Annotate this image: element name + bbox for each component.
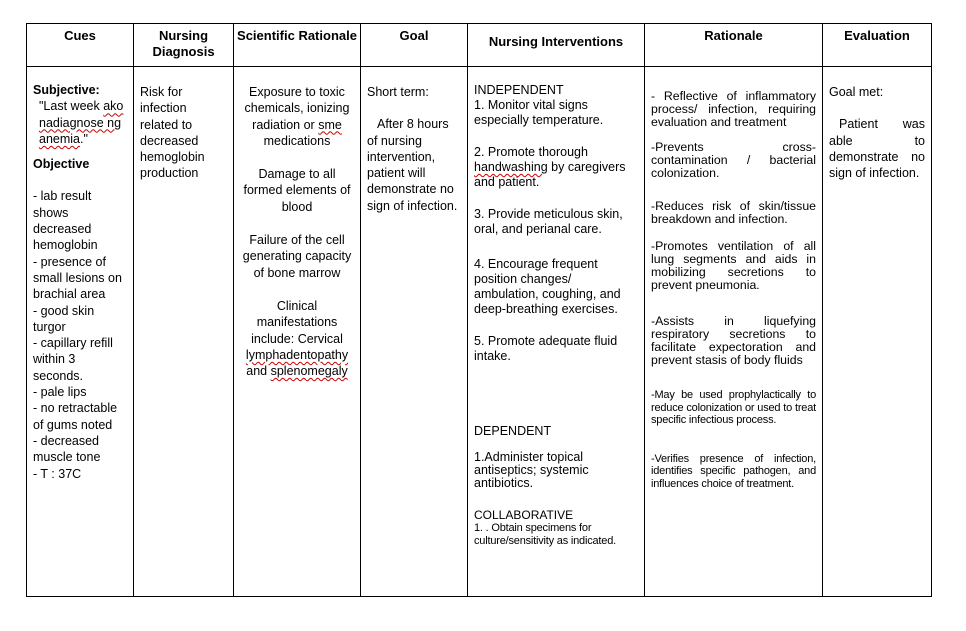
intervention-1: 1. Monitor vital signs especially temperature. bbox=[474, 98, 604, 127]
independent-label: INDEPENDENT bbox=[474, 83, 564, 97]
header-scientific-rationale: Scientific Rationale bbox=[234, 24, 361, 67]
list-item: - no retractable of gums noted bbox=[33, 401, 118, 432]
evaluation-text: Patient was able to demonstrate no sign of infection. bbox=[829, 117, 925, 181]
scientific-p4: Clinical manifestations include: Cervical lymphadentopathy and splenomegaly bbox=[245, 298, 349, 379]
intervention-2: 2. Promote thorough handwashing by caregivers and patient. bbox=[474, 145, 626, 189]
objective-label: Objective bbox=[33, 157, 90, 172]
list-item: - decreased muscle tone bbox=[33, 433, 101, 465]
content-row bbox=[27, 67, 932, 597]
care-plan-table bbox=[26, 23, 932, 597]
header-nursing-diagnosis: Nursing Diagnosis bbox=[134, 24, 234, 67]
rationale-cell bbox=[645, 67, 823, 597]
rationale-6: -May be used prophylactically to reduce colonization or used to treat specific infectious process. bbox=[651, 389, 816, 426]
diagnosis-text: Risk for infection related to decreased hemoglobin production bbox=[140, 85, 205, 181]
list-item: - T : 37C bbox=[33, 466, 82, 481]
goal-cell bbox=[361, 67, 468, 597]
header-row bbox=[27, 24, 932, 67]
scientific-p3: Failure of the cell generating capacity of bone marrow bbox=[242, 233, 352, 280]
evaluation-label: Goal met: bbox=[829, 85, 884, 99]
rationale-5: -Assists in liquefying respiratory secretions to facilitate expectoration and prevent stasis of body fluids bbox=[651, 314, 816, 367]
list-item: - good skin turgor bbox=[33, 303, 95, 334]
rationale-3: -Reduces risk of skin/tissue breakdown and infection. bbox=[651, 199, 816, 226]
rationale-7: -Verifies presence of infection, identifies specific pathogen, and influences choice of treatment. bbox=[651, 452, 816, 490]
list-item: - presence of small lesions on brachial area bbox=[33, 254, 122, 302]
scientific-p1: Exposure to toxic chemicals, ionizing radiation or sme medications bbox=[244, 85, 350, 148]
scientific-rationale-cell bbox=[234, 67, 361, 597]
cues-cell bbox=[27, 67, 134, 597]
interventions-cell bbox=[468, 67, 645, 597]
rationale-4: -Promotes ventilation of all lung segments and aids in mobilizing secretions to prevent pneumonia. bbox=[651, 239, 816, 292]
rationale-2: -Prevents cross-contamination / bacterial colonization. bbox=[651, 140, 816, 180]
header-goal: Goal bbox=[361, 24, 468, 67]
intervention-3: 3. Provide meticulous skin, oral, and perianal care. bbox=[474, 207, 623, 236]
list-item: - lab result shows decreased hemoglobin bbox=[33, 189, 98, 253]
header-nursing-interventions: Nursing Interventions bbox=[468, 24, 645, 67]
header-rationale: Rationale bbox=[645, 24, 823, 67]
rationale-1: - Reflective of inflammatory process/ infection, requiring evaluation and treatment bbox=[651, 89, 816, 129]
scientific-p2: Damage to all formed elements of blood bbox=[243, 167, 351, 214]
nursing-care-plan bbox=[26, 23, 931, 597]
objective-list bbox=[33, 188, 127, 481]
dependent-label: DEPENDENT bbox=[474, 424, 552, 438]
collaborative-1: 1. . Obtain specimens for culture/sensitivity as indicated. bbox=[474, 522, 616, 547]
subjective-quote: "Last week ako nadiagnose ng anemia." bbox=[39, 99, 124, 146]
list-item: - capillary refill within 3 seconds. bbox=[33, 336, 113, 383]
dependent-1: 1.Administer topical antiseptics; systemic antibiotics. bbox=[474, 450, 589, 490]
goal-label: Short term: bbox=[367, 85, 429, 99]
header-evaluation: Evaluation bbox=[823, 24, 932, 67]
intervention-4: 4. Encourage frequent position changes/ ambulation, coughing, and deep-breathing exercises. bbox=[474, 257, 621, 316]
list-item: - pale lips bbox=[33, 385, 87, 400]
diagnosis-cell bbox=[134, 67, 234, 597]
header-cues: Cues bbox=[27, 24, 134, 67]
subjective-label: Subjective: bbox=[33, 83, 100, 97]
evaluation-cell bbox=[823, 67, 932, 597]
intervention-5: 5. Promote adequate fluid intake. bbox=[474, 334, 618, 363]
goal-text: After 8 hours of nursing intervention, patient will demonstrate no sign of infection. bbox=[367, 117, 458, 213]
collaborative-label: COLLABORATIVE bbox=[474, 508, 574, 522]
